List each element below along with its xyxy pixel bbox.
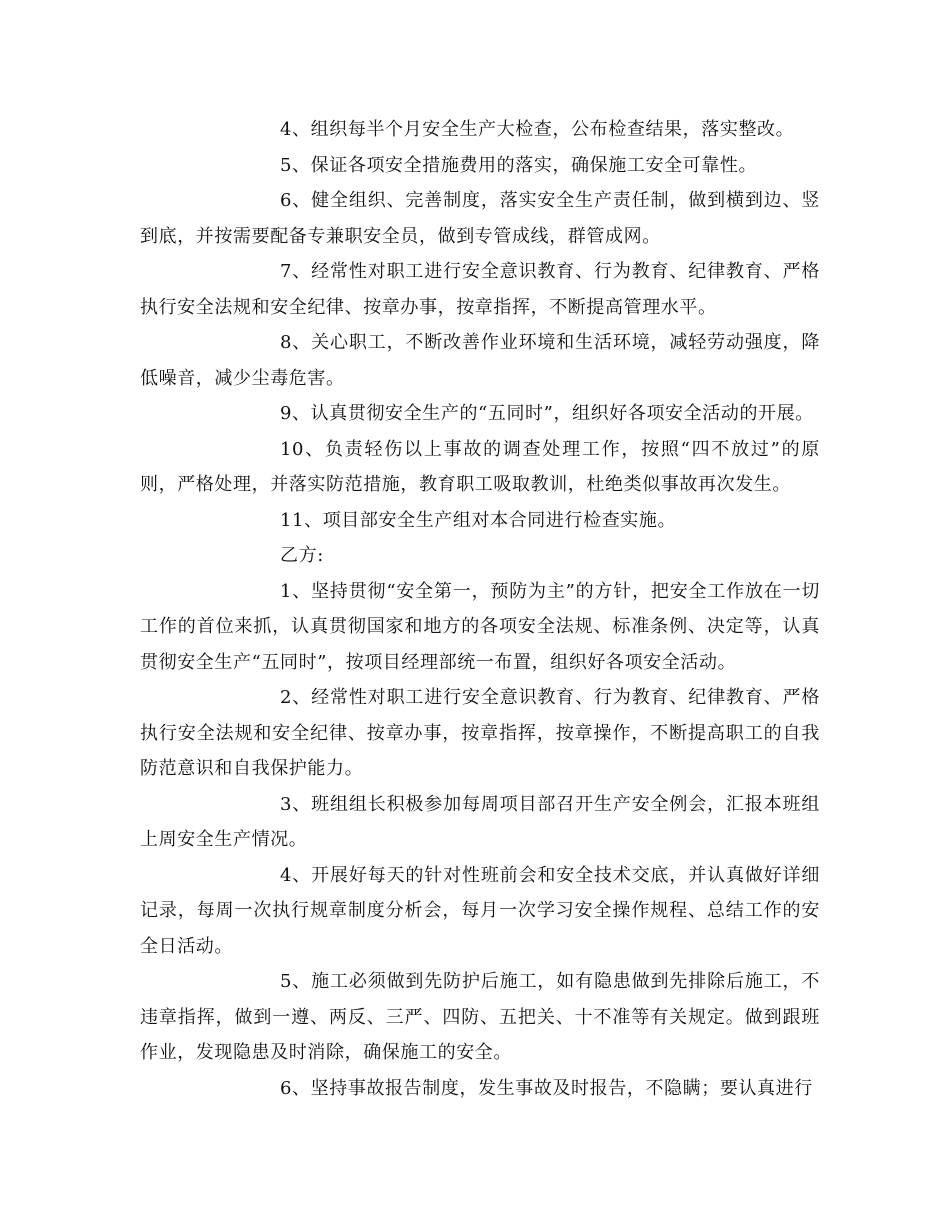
document-body	[140, 112, 820, 1106]
paragraph-12: 4、开展好每天的针对性班前会和安全技术交底，并认真做好详细记录，每周一次执行规章制度分析会，每月一次学习安全操作规程、总结工作的安全日活动。	[140, 864, 820, 957]
paragraph-4: 7、经常性对职工进行安全意识教育、行为教育、纪律教育、严格执行安全法规和安全纪律、按章办事，按章指挥，不断提高管理水平。	[140, 261, 820, 318]
paragraph-14: 6、坚持事故报告制度，发生事故及时报告，不隐瞒；要认真进行	[280, 1077, 813, 1099]
paragraph-5: 8、关心职工，不断改善作业环境和生活环境，减轻劳动强度，降低噪音，减少尘毒危害。	[140, 332, 820, 389]
section-heading-party-b: 乙方:	[280, 545, 324, 566]
paragraph-10: 2、经常性对职工进行安全意识教育、行为教育、纪律教育、严格执行安全法规和安全纪律、按章办事，按章指挥，按章操作，不断提高职工的自我防范意识和自我保护能力。	[140, 687, 820, 779]
paragraph-11: 3、班组组长积极参加每周项目部召开生产安全例会，汇报本班组上周安全生产情况。	[140, 793, 820, 850]
paragraph-2: 5、保证各项安全措施费用的落实，确保施工安全可靠性。	[280, 154, 758, 176]
paragraph-9: 1、坚持贯彻“安全第一，预防为主”的方针，把安全工作放在一切工作的首位来抓，认真贯彻国家和地方的各项安全法规、标准条例、决定等，认真贯彻安全生产“五同时”，按项目经理部统一布置，组织好各项安全活动。	[140, 580, 820, 673]
paragraph-13: 5、施工必须做到先防护后施工，如有隐患做到先排除后施工，不违章指挥，做到一遵、两反、三严、四防、五把关、十不准等有关规定。做到跟班作业，发现隐患及时消除，确保施工的安全。	[140, 971, 820, 1063]
paragraph-3: 6、健全组织、完善制度，落实安全生产责任制，做到横到边、竖到底，并按需要配备专兼职安全员，做到专管成线，群管成网。	[140, 190, 820, 247]
paragraph-1: 4、组织每半个月安全生产大检查，公布检查结果，落实整改。	[280, 119, 795, 140]
paragraph-6: 9、认真贯彻安全生产的“五同时”，组织好各项安全活动的开展。	[280, 403, 814, 424]
paragraph-8: 11、项目部安全生产组对本合同进行检查实施。	[280, 509, 677, 531]
paragraph-7: 10、负责轻伤以上事故的调查处理工作，按照“四不放过”的原则，严格处理，并落实防范措施，教育职工吸取教训，杜绝类似事故再次发生。	[140, 438, 820, 495]
